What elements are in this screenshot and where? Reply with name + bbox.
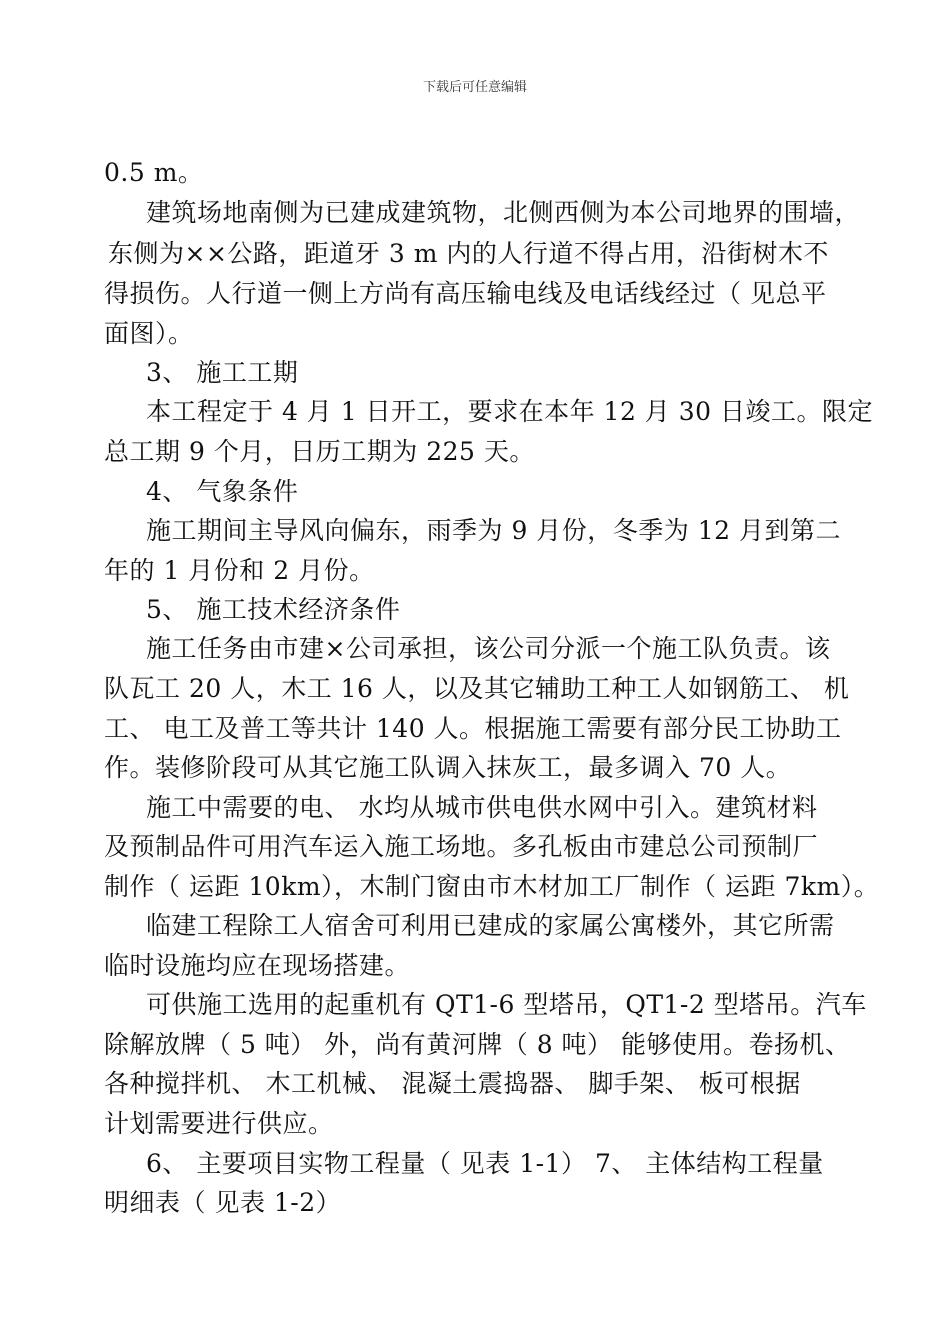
text-line: 制作（ 运距 10km），木制门窗由市木材加工厂制作（ 运距 7km）。 — [104, 872, 880, 901]
text-line: 面图）。 — [104, 319, 194, 348]
text-line: 施工期间主导风向偏东，雨季为 9 月份，冬季为 12 月到第二 — [146, 516, 842, 545]
text-line: 除解放牌（ 5 吨） 外，尚有黄河牌（ 8 吨） 能够使用。卷扬机、 — [104, 1030, 851, 1059]
section-heading: 3、 施工工期 — [146, 358, 299, 387]
text-line: 作。装修阶段可从其它施工队调入抹灰工，最多调入 70 人。 — [104, 753, 792, 782]
text-line: 施工任务由市建×公司承担，该公司分派一个施工队负责。该 — [146, 634, 831, 663]
text-line: 施工中需要的电、 水均从城市供电供水网中引入。建筑材料 — [146, 793, 818, 822]
text-line: 及预制品件可用汽车运入施工场地。多孔板由市建总公司预制厂 — [104, 832, 819, 861]
text-line: 队瓦工 20 人，木工 16 人，以及其它辅助工种工人如钢筋工、 机 — [104, 674, 850, 703]
text-line: 明细表（ 见表 1-2） — [104, 1188, 342, 1217]
section-heading: 4、 气象条件 — [146, 477, 299, 506]
section-heading: 6、 主要项目实物工程量（ 见表 1-1） 7、 主体结构工程量 — [146, 1149, 824, 1178]
text-line: 年的 1 月份和 2 月份。 — [104, 556, 375, 585]
text-line: 总工期 9 个月，日历工期为 225 天。 — [104, 437, 535, 466]
text-line: 得损伤。人行道一侧上方尚有高压输电线及电话线经过（ 见总平 — [104, 279, 827, 308]
section-heading: 5、 施工技术经济条件 — [146, 595, 401, 624]
text-line: 计划需要进行供应。 — [104, 1109, 334, 1138]
text-line: 建筑场地南侧为已建成建筑物，北侧西侧为本公司地界的围墙， — [146, 198, 861, 227]
text-line: 0.5 m。 — [104, 158, 204, 187]
text-line: 临建工程除工人宿舍可利用已建成的家属公寓楼外，其它所需 — [146, 911, 835, 940]
text-line: 东侧为××公路，距道牙 3 m 内的人行道不得占用，沿街树木不 — [108, 239, 829, 268]
text-line: 本工程定于 4 月 1 日开工，要求在本年 12 月 30 日竣工。限定 — [146, 397, 874, 426]
text-line: 各种搅拌机、 木工机械、 混凝土震捣器、 脚手架、 板可根据 — [104, 1069, 801, 1098]
page-header: 下载后可任意编辑 — [422, 80, 527, 95]
text-line: 可供施工选用的起重机有 QT1-6 型塔吊，QT1-2 型塔吊。汽车 — [146, 990, 867, 1019]
text-line: 临时设施均应在现场搭建。 — [104, 951, 411, 980]
text-line: 工、 电工及普工等共计 140 人。根据施工需要有部分民工协助工 — [104, 714, 842, 743]
